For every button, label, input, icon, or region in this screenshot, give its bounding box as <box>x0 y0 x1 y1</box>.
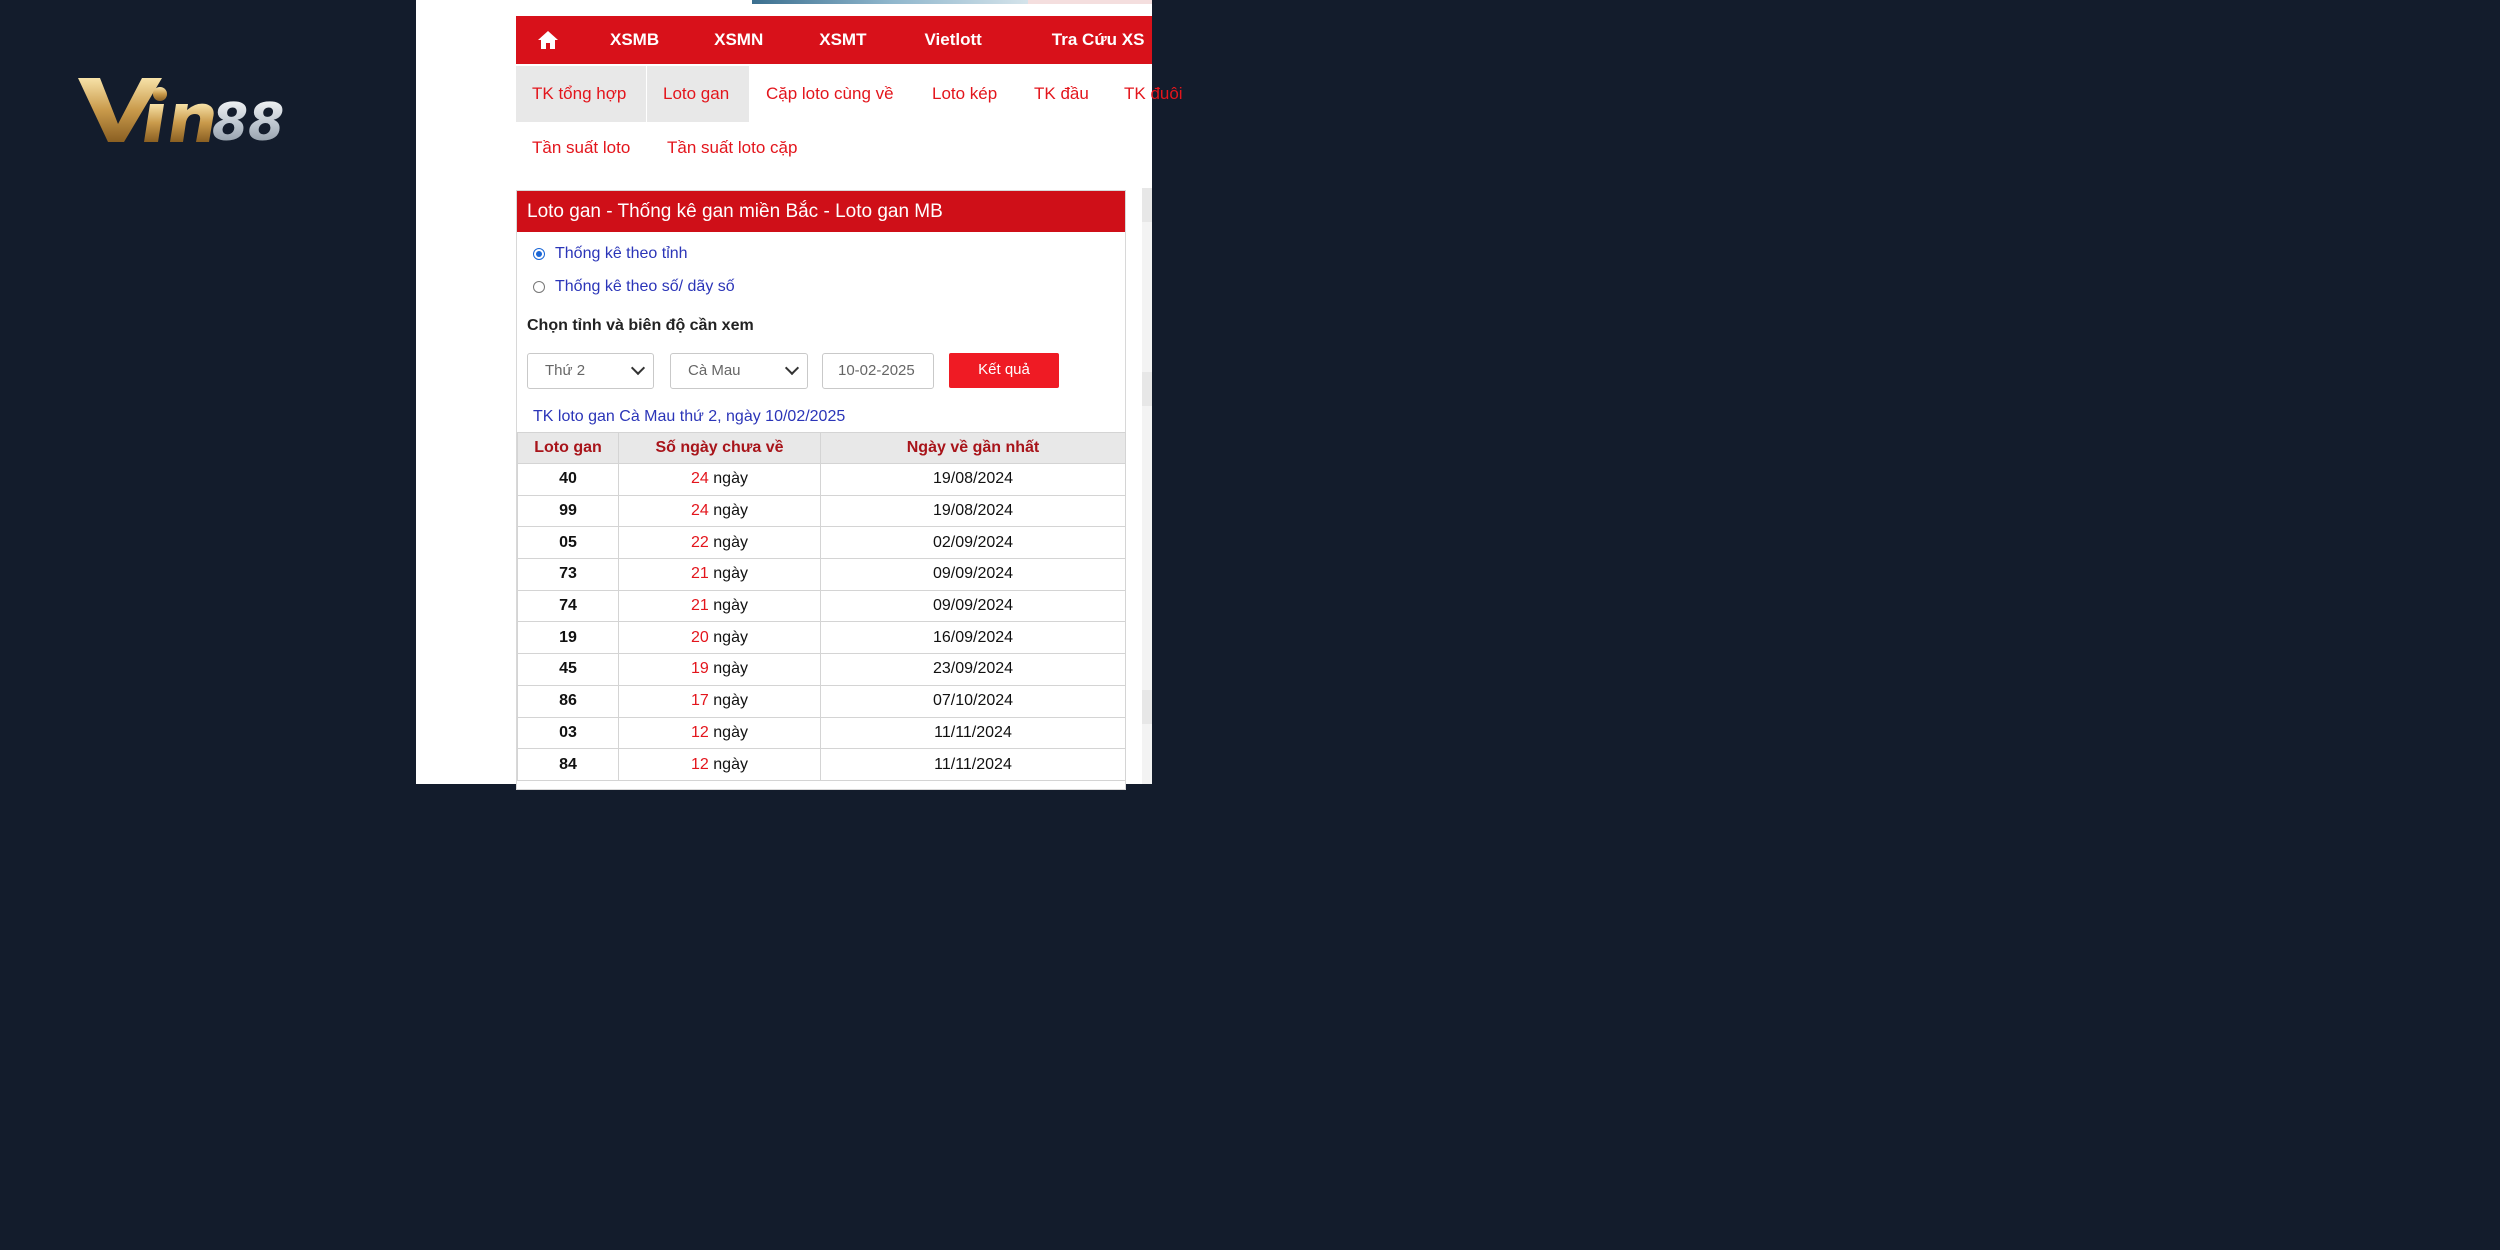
option-by-number[interactable] <box>533 278 735 296</box>
loto-number: 40 <box>518 464 619 496</box>
days-count: 22 <box>691 533 709 551</box>
days-unit: ngày <box>713 533 748 551</box>
tab-tk-dau[interactable]: TK đầu <box>1034 84 1089 103</box>
days-cell <box>619 559 821 591</box>
table-row <box>518 495 1126 527</box>
days-unit: ngày <box>713 597 748 615</box>
loto-number: 05 <box>518 527 619 559</box>
days-count: 24 <box>691 502 709 520</box>
nav-vietlott[interactable]: Vietlott <box>924 30 982 49</box>
days-unit: ngày <box>713 565 748 583</box>
tab-tk-tong-hop[interactable]: TK tổng hợp <box>516 66 646 122</box>
select-label: Chọn tỉnh và biên độ cần xem <box>527 317 754 334</box>
date-value: 10-02-2025 <box>838 362 915 379</box>
days-unit: ngày <box>713 660 748 678</box>
days-unit: ngày <box>713 470 748 488</box>
loto-number: 86 <box>518 685 619 717</box>
last-date: 19/08/2024 <box>821 495 1126 527</box>
table-row <box>518 464 1126 496</box>
days-cell <box>619 717 821 749</box>
radio-selected-icon[interactable] <box>533 248 545 260</box>
website-page <box>416 0 1183 784</box>
loto-number: 99 <box>518 495 619 527</box>
radio-icon[interactable] <box>533 281 545 293</box>
last-date: 11/11/2024 <box>821 749 1126 781</box>
top-banner[interactable] <box>752 0 1028 4</box>
table-row <box>518 559 1126 591</box>
last-date: 16/09/2024 <box>821 622 1126 654</box>
col-header-days: Số ngày chưa về <box>619 433 821 464</box>
nav-xsmb[interactable]: XSMB <box>610 30 660 49</box>
last-date: 09/09/2024 <box>821 559 1126 591</box>
last-date: 02/09/2024 <box>821 527 1126 559</box>
table-row <box>518 527 1126 559</box>
days-cell <box>619 527 821 559</box>
loto-number: 19 <box>518 622 619 654</box>
days-count: 19 <box>691 660 709 678</box>
sub-nav <box>516 66 1183 176</box>
province-select[interactable] <box>670 353 808 389</box>
right-sidebar <box>1142 188 1152 784</box>
days-unit: ngày <box>713 755 748 773</box>
day-select[interactable] <box>527 353 654 389</box>
table-row <box>518 749 1126 781</box>
days-unit: ngày <box>713 692 748 710</box>
vin88-logo <box>78 72 302 153</box>
nav-xsmt[interactable]: XSMT <box>819 30 867 49</box>
days-count: 12 <box>691 723 709 741</box>
table-row <box>518 622 1126 654</box>
days-count: 21 <box>691 565 709 583</box>
last-date: 07/10/2024 <box>821 685 1126 717</box>
col-header-last: Ngày về gần nhất <box>821 433 1126 464</box>
main-nav <box>516 16 1152 64</box>
days-cell <box>619 685 821 717</box>
days-count: 17 <box>691 692 709 710</box>
table-row <box>518 685 1126 717</box>
table-caption: TK loto gan Cà Mau thứ 2, ngày 10/02/2025 <box>517 403 893 433</box>
day-select-value: Thứ 2 <box>545 362 586 379</box>
table-row <box>518 654 1126 686</box>
loto-gan-panel <box>516 190 1126 790</box>
days-unit: ngày <box>713 502 748 520</box>
tab-loto-kep[interactable]: Loto kép <box>932 84 998 103</box>
loto-number: 45 <box>518 654 619 686</box>
province-select-value: Cà Mau <box>688 362 741 379</box>
days-cell <box>619 654 821 686</box>
days-unit: ngày <box>713 628 748 646</box>
table-row <box>518 717 1126 749</box>
days-count: 21 <box>691 597 709 615</box>
loto-gan-table <box>517 432 1126 781</box>
nav-tra-cuu-xs[interactable]: Tra Cứu XS <box>1051 30 1145 49</box>
days-cell <box>619 749 821 781</box>
nav-xsmn[interactable]: XSMN <box>714 30 764 49</box>
last-date: 23/09/2024 <box>821 654 1126 686</box>
tab-cap-loto-cung-ve[interactable]: Cặp loto cùng về <box>766 84 894 103</box>
days-cell <box>619 464 821 496</box>
chevron-down-icon <box>785 361 799 375</box>
days-cell <box>619 622 821 654</box>
option-label: Thống kê theo tỉnh <box>555 245 688 262</box>
days-cell <box>619 495 821 527</box>
loto-number: 03 <box>518 717 619 749</box>
option-by-province[interactable] <box>533 245 688 263</box>
loto-number: 84 <box>518 749 619 781</box>
last-date: 19/08/2024 <box>821 464 1126 496</box>
days-unit: ngày <box>713 723 748 741</box>
loto-number: 73 <box>518 559 619 591</box>
tab-tan-suat-loto[interactable]: Tần suất loto <box>532 138 631 157</box>
table-row <box>518 590 1126 622</box>
last-date: 09/09/2024 <box>821 590 1126 622</box>
home-icon[interactable] <box>516 16 580 64</box>
tab-tk-duoi[interactable]: TK đuôi <box>1124 84 1183 103</box>
top-banner-right[interactable] <box>1028 0 1152 4</box>
days-count: 20 <box>691 628 709 646</box>
option-label: Thống kê theo số/ dãy số <box>555 278 735 295</box>
loto-number: 74 <box>518 590 619 622</box>
chevron-down-icon <box>631 361 645 375</box>
tab-loto-gan[interactable]: Loto gan <box>647 66 749 122</box>
result-button[interactable]: Kết quả <box>949 353 1059 388</box>
days-cell <box>619 590 821 622</box>
last-date: 11/11/2024 <box>821 717 1126 749</box>
svg-text:88: 88 <box>212 93 285 153</box>
date-input[interactable] <box>822 353 934 389</box>
days-count: 24 <box>691 470 709 488</box>
panel-title: Loto gan - Thống kê gan miền Bắc - Loto gan MB <box>517 191 1125 232</box>
col-header-loto: Loto gan <box>518 433 619 464</box>
days-count: 12 <box>691 755 709 773</box>
tab-tan-suat-loto-cap[interactable]: Tần suất loto cặp <box>667 138 798 157</box>
